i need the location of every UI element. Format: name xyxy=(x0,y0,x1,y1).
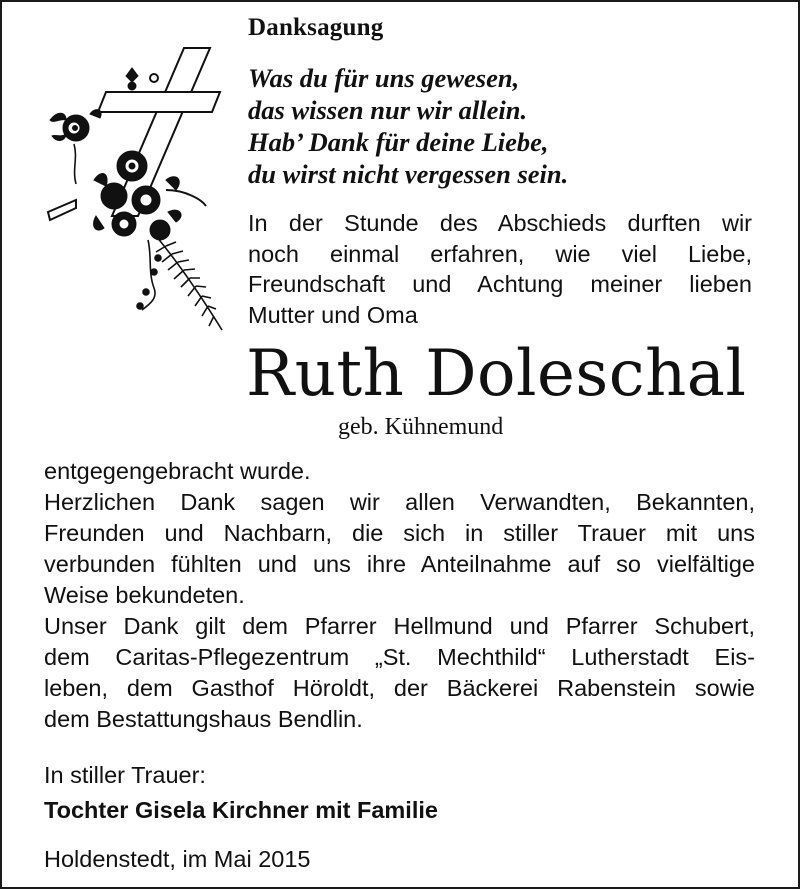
place-date: Holdenstedt, im Mai 2015 xyxy=(44,846,311,872)
poem-line: du wirst nicht vergessen sein. xyxy=(248,159,569,189)
intro-paragraph xyxy=(248,208,752,330)
poem-line: das wissen nur wir allein. xyxy=(248,95,528,125)
intro-line: noch einmal erfahren, wie viel Liebe, xyxy=(248,240,752,267)
deceased-name: Ruth Doleschal xyxy=(246,337,747,411)
body-line: dem Caritas-Pflegezentrum „St. Mechthild“ Lutherstadt Eis- xyxy=(44,644,755,670)
notice-heading: Danksagung xyxy=(248,14,384,41)
body-line: Weise bekundeten. xyxy=(44,582,245,608)
body-line: Freunden und Nachbarn, die sich in stiller Trauer mit uns xyxy=(44,520,755,546)
thanks-paragraph xyxy=(44,456,755,735)
poem-line: Hab’ Dank für deine Liebe, xyxy=(248,127,549,157)
body-line: verbunden fühlten und uns ihre Anteilnahme auf so vielfältige xyxy=(44,551,755,577)
intro-line: Freundschaft und Achtung meiner lieben xyxy=(248,271,752,297)
body-line: entgegengebracht wurde. xyxy=(44,458,311,484)
body-line: Unser Dank gilt dem Pfarrer Hellmund und Pfarrer Schubert, xyxy=(44,613,755,639)
poem-line: Was du für uns gewesen, xyxy=(248,63,520,93)
cross-with-roses-icon xyxy=(36,40,246,340)
body-line: dem Bestattungshaus Bendlin. xyxy=(44,706,363,732)
memorial-poem xyxy=(248,62,568,190)
mourning-phrase: In stiller Trauer: xyxy=(44,762,206,788)
intro-line: In der Stunde des Abschieds durften wir xyxy=(248,210,752,236)
body-line: Herzlichen Dank sagen wir allen Verwandten, Bekannten, xyxy=(44,489,755,515)
signatories: Tochter Gisela Kirchner mit Familie xyxy=(44,797,438,823)
maiden-name: geb. Kühnemund xyxy=(338,414,504,440)
intro-line: Mutter und Oma xyxy=(248,301,418,328)
body-line: leben, dem Gasthof Höroldt, der Bäckerei Rabenstein sowie xyxy=(44,675,755,701)
